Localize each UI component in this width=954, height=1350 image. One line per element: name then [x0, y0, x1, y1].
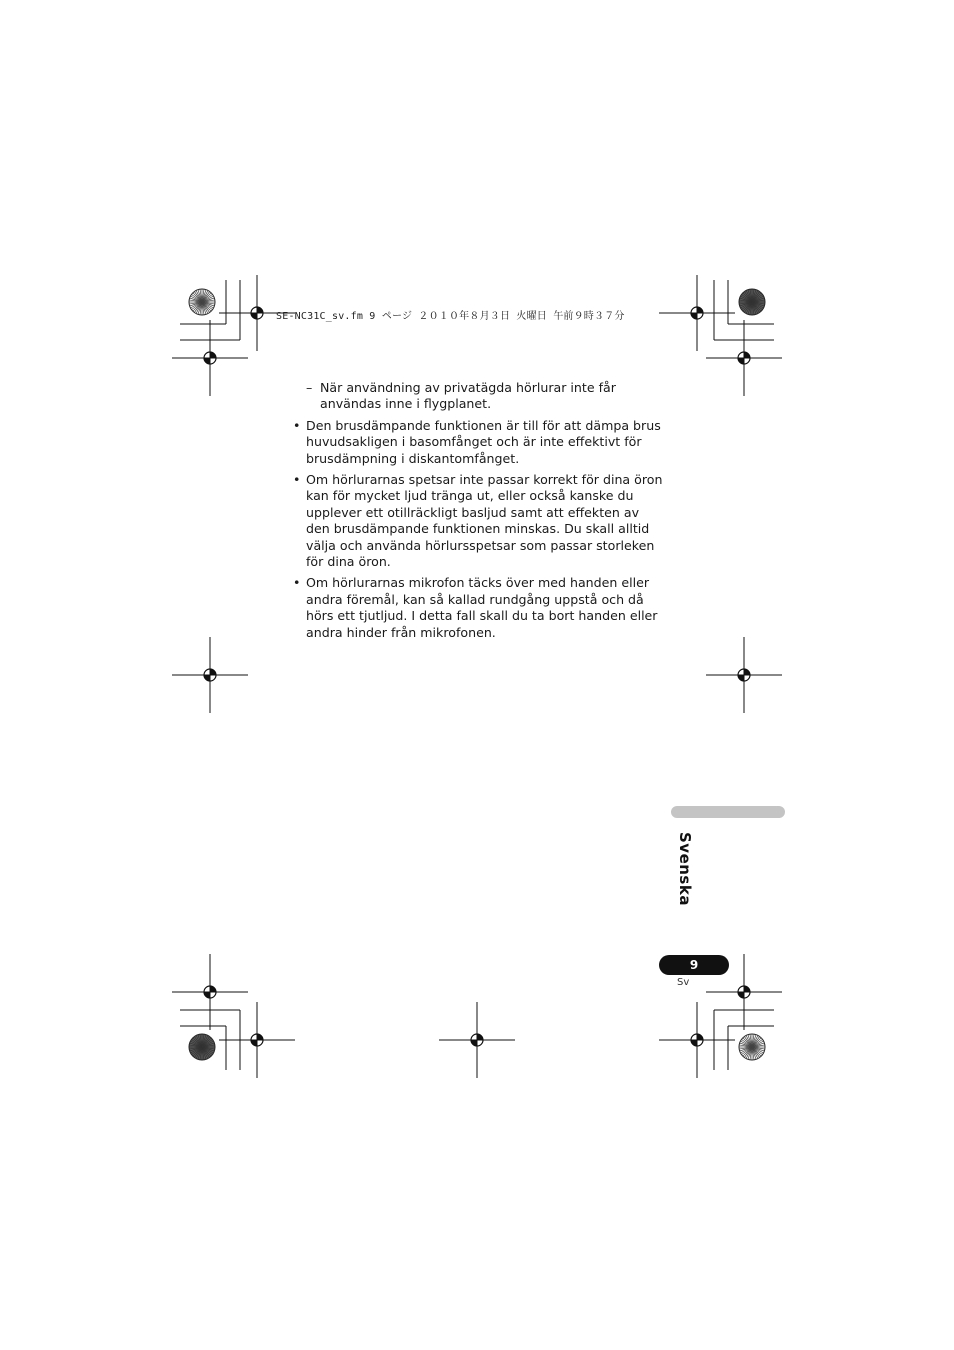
registration-fill [691, 313, 697, 319]
bullet-marker: • [293, 472, 301, 488]
registration-fill [210, 669, 216, 675]
registration-fill [251, 1040, 257, 1046]
language-tab-bar [671, 806, 785, 818]
registration-fill [257, 1034, 263, 1040]
dash-marker: – [306, 380, 313, 395]
list-item-text: Om hörlurarnas mikrofon täcks över med handen eller andra föremål, kan så kallad rundgång uppstå och då hörs ett tjutljud. I detta fall skall du ta bort handen eller andra hinder från mikrofonen. [306, 575, 658, 640]
registration-fill [738, 358, 744, 364]
registration-fill [738, 675, 744, 681]
list-item-text: När användning av privatägda hörlurar inte får användas inne i flygplanet. [320, 380, 616, 412]
registration-fill [210, 986, 216, 992]
registration-fill [210, 352, 216, 358]
page-number: 9 [659, 955, 729, 975]
list-item [292, 575, 664, 641]
registration-fill [204, 992, 210, 998]
list-item-text: Om hörlurarnas spetsar inte passar korrekt för dina öron kan för mycket ljud tränga ut, eller också kanske du upplever ett otillräckligt basljud samt att effekten av den brusdämpande funktionen minskas. Du skall alltid välja och använda hörlursspetsar som passar storleken för dina öron. [306, 472, 663, 570]
language-label: Svenska [676, 832, 694, 906]
registration-fill [251, 313, 257, 319]
registration-fill [744, 669, 750, 675]
registration-fill [471, 1040, 477, 1046]
registration-fill [697, 307, 703, 313]
notes-list [292, 380, 664, 646]
registration-fill [744, 352, 750, 358]
registration-fill [204, 358, 210, 364]
registration-fill [204, 675, 210, 681]
list-item [292, 418, 664, 467]
registration-fill [691, 1040, 697, 1046]
registration-fill [257, 307, 263, 313]
list-item-text: Den brusdämpande funktionen är till för att dämpa brus huvudsakligen i basomfånget och är inte effektivt för brusdämpning i diskantomfånget. [306, 417, 661, 466]
list-item [292, 472, 664, 570]
registration-fill [697, 1034, 703, 1040]
list-item [292, 380, 664, 413]
registration-fill [744, 986, 750, 992]
bullet-marker: • [293, 575, 301, 591]
registration-fill [477, 1034, 483, 1040]
print-header: SE-NC31C_sv.fm 9 ページ ２０１０年８月３日 火曜日 午前９時３７分 [276, 311, 625, 322]
language-code: Sv [677, 977, 690, 988]
registration-fill [738, 992, 744, 998]
bullet-marker: • [293, 417, 301, 433]
